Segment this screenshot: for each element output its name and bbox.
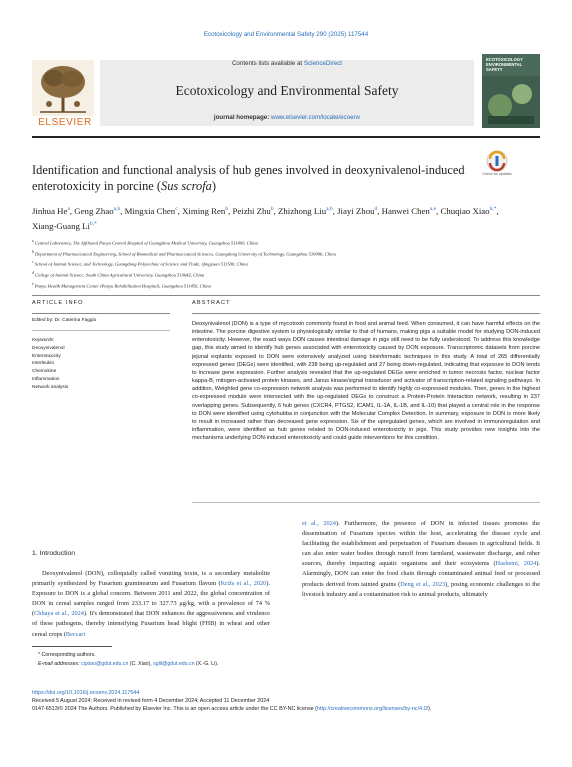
contents-available-line: Contents lists available at ScienceDirect xyxy=(231,60,343,67)
author-entry[interactable] xyxy=(74,206,120,216)
article-info-rule xyxy=(32,313,170,314)
author-name[interactable]: Xiang-Guang Li xyxy=(32,220,90,231)
reference-link[interactable]: Hashemi, 2024 xyxy=(495,560,537,568)
author-affiliation-mark: b xyxy=(270,206,274,212)
author-affiliation-mark: a,b xyxy=(326,206,333,212)
author-name[interactable]: Geng Zhao xyxy=(74,205,114,216)
author-affiliation-mark: b,* xyxy=(489,206,497,212)
email-link[interactable]: cqxiao@gdut.edu.cn xyxy=(80,660,129,667)
elsevier-wordmark: ELSEVIER xyxy=(38,117,92,128)
author-entry[interactable] xyxy=(32,206,70,216)
author-name[interactable]: Zhizhong Liu xyxy=(277,205,327,216)
keywords-heading: Keywords: xyxy=(32,338,55,343)
affiliation-text: Department of Pharmaceutical Engineering, School of Biomedical and Pharmaceutical Sciences, Guangdong University of Technology, Guangzhou 510006, China xyxy=(34,251,336,257)
journal-header xyxy=(32,54,540,134)
abstract-heading: ABSTRACT xyxy=(192,300,231,306)
keyword-item: Network analysis xyxy=(32,384,69,390)
keyword-item: Enterotoxicity xyxy=(32,353,61,359)
article-title: Identification and functional analysis of hub genes involved in deoxynivalenol-induced enterotoxicity in porcine (Sus scrofa) xyxy=(32,163,465,193)
author-entry[interactable] xyxy=(278,206,333,216)
publication-meta xyxy=(32,689,540,714)
author-affiliation-mark: b xyxy=(225,206,229,212)
reference-link[interactable]: Križs et al., 2020 xyxy=(220,580,267,588)
homepage-link[interactable]: www.elsevier.com/locate/ecoenv xyxy=(271,114,361,121)
reference-link[interactable]: Chhaya et al., 2024 xyxy=(34,610,84,618)
author-name[interactable]: Peizhi Zhu xyxy=(232,205,271,216)
author-affiliation-mark: d xyxy=(374,206,378,212)
author-name[interactable]: Jiayi Zhou xyxy=(337,205,375,216)
author-entry[interactable] xyxy=(232,206,273,216)
affiliation-mark: b xyxy=(32,249,34,254)
affiliation-rule xyxy=(32,295,540,296)
author-affiliation-mark: a,e xyxy=(429,206,437,212)
sciencedirect-link[interactable]: ScienceDirect xyxy=(303,60,343,67)
affiliation-item xyxy=(32,258,512,269)
license-link[interactable]: http://creativecommons.org/licenses/by-nc/4.0/ xyxy=(316,706,429,713)
journal-homepage-line: journal homepage: www.elsevier.com/locate/ecoenv xyxy=(213,114,361,121)
author-entry[interactable] xyxy=(382,206,436,216)
introduction-left-column: Deoxynivalenol (DON), colloquially called vomiting toxin, is a secondary metabolite primarily synthesized by Fusarium graminearum and Fusarium flavum (Križs et al., 2020). Exposure to DON is a global concern. Between 2011 and 2022, the global concentration of DON in cereal samples ranged from 233.17 to 327.73 μg/kg, with a prevalence of 74 % (Chhaya et al., 2024). It's demonstrated that DON enhances the aggressiveness and virulence of these pathogens, thereby intensifying Fusarium head blight (FHB) in wheat and other cereal crops (Beccari xyxy=(32,570,270,638)
affiliation-item xyxy=(32,237,512,248)
email-link[interactable]: sglil@gdut.edu.cn xyxy=(153,660,195,667)
introduction-heading: 1. Introduction xyxy=(32,550,76,557)
abstract-end-rule xyxy=(192,502,540,503)
author-affiliation-mark: b,* xyxy=(89,220,97,227)
footnote-rule xyxy=(32,646,112,647)
received-dates: Received 5 August 2024; Received in revised form 4 December 2024; Accepted 11 December 2024 xyxy=(32,698,270,705)
editor-line: Edited by: Dr. Caterina Faggio xyxy=(32,318,97,323)
author-list: Jinhua He$^a$, Geng Zhao$^{a,b}$, Mingxia Chen$^c$, Ximing Ren$^b$, Peizhi Zhu$^b$, Zhizhong Liu$^{a,b}$, Jiayi Zhou$^d$, Hanwei Chen$^{a,e}$, Chuqiao Xiao$^{b,*}$, Xiang-Guang $Li^{b,*}$ xyxy=(32,205,499,231)
affiliation-item xyxy=(32,248,512,259)
editor-rule xyxy=(32,330,170,331)
keyword-item: Deoxynivalenol xyxy=(32,346,65,351)
email-addresses: E-mail addresses: cqxiao@gdut.edu.cn (C. Xiao), sglil@gdut.edu.cn (X.-G. Li). xyxy=(38,660,219,667)
affiliation-list xyxy=(32,237,512,291)
author-affiliation-mark: a,b xyxy=(113,206,121,212)
author-name[interactable]: Hanwei Chen xyxy=(381,205,430,216)
journal-name: Ecotoxicology and Environmental Safety xyxy=(175,83,399,98)
author-name[interactable]: Chuqiao Xiao xyxy=(440,205,490,216)
affiliation-text: School of Animal Science, and Technology, Guangdong Polytechnic of Science and Trade, Qingyuan 511500, China xyxy=(34,262,248,267)
affiliation-text: College of Animal Science, South China Agricultural University, Guangzhou 510642, China xyxy=(34,272,205,278)
reference-link[interactable]: et al., 2024 xyxy=(302,520,336,527)
author-name[interactable]: Jinhua He xyxy=(32,205,68,216)
corresponding-author-note: * Corresponding authors. xyxy=(38,652,96,658)
keyword-item: Chemokine xyxy=(32,369,57,375)
cover-title: ECOTOXICOLOGY ENVIRONMENTAL SAFETY xyxy=(486,57,523,72)
author-affiliation-mark: a xyxy=(67,206,70,212)
reference-link[interactable]: Beccari xyxy=(65,630,86,638)
keyword-item: Interleukin xyxy=(32,361,55,367)
affiliation-mark: d xyxy=(32,271,34,276)
abstract-text: Deoxynivalenol (DON) is a type of mycotoxin commonly found in food and animal feed. When consumed, it can have harmful effects on the intestine. The porcine digestive system is physiologically similar to that of humans, making pigs a suitable model for studying DON-induced enterotoxicity. However, the exact ways DON causes intestinal damage in pigs still need to be fully understood. To address this knowledge gap, this study aimed to identify hub genes associated with enterotoxicity caused by DON exposure. Transcriptomic datasets from porcine jejunal explants exposed to DON were extensively analyzed using bioinformatic techniques in this study. A total of 265 differentially expressed genes (DEGs) were identified, with 238 being up-regulated and 27 being down-regulated, indicating that exposure to DON tends to increase gene expression. Further analysis revealed that the up-regulated DEGs were enriched in tumor necrosis factor, nuclear factor kappa-B, mitogen-activated protein kinases, and Janus kinase/signal transducer and activator of transcription-related signaling pathways. In addition, Weighted gene co-expression network analysis was performed to identify highly co-expressed modules. Then, genes in the highest co-expressed module were intersected with the up-regulated DEGs to construct a Protein-Protein Interaction network, resulting in 237 overlapping genes. Subsequently, 6 hub genes (CXCR4, PTGS2, ICAM1, IL-1A, IL-1B, and IL-10) that played a central role in the response to DON were identified using cytohubba in conjunction with the Molecular Complex Detection. In summary, exposure to DON is more likely to result in increased rather than decreased gene expression. Six of the upregulated genes, which are involved in immunoregulation and inflammation, were identified as hub genes related to DON-induced enterotoxicity in pigs. This study provides new insights into the mechanisms underlying DON-induced enterotoxicity and could guide interventions for this condition. xyxy=(192,321,540,442)
abstract-rule xyxy=(192,313,540,314)
author-entry[interactable] xyxy=(440,206,496,216)
keyword-item: Inflammation xyxy=(32,376,60,382)
affiliation-text: Central Laboratory, The Affiliated Panyu Central Hospital of Guangzhou Medical University, Guangzhou 511400, China xyxy=(34,240,258,246)
author-entry[interactable] xyxy=(182,206,228,216)
footnotes xyxy=(32,651,540,668)
doi-link[interactable]: https://doi.org/10.1016/j.ecoenv.2024.117544 xyxy=(32,690,140,696)
affiliation-mark: e xyxy=(32,281,34,286)
check-for-updates-badge[interactable] xyxy=(484,150,510,184)
author-entry[interactable] xyxy=(32,221,97,231)
affiliation-mark: c xyxy=(32,260,34,265)
affiliation-text: Panyu Health Management Center (Panyu Rehabilitation Hospital), Guangzhou 511450, China xyxy=(34,283,211,289)
introduction-right-column: et al., 2024). Furthermore, the presence of DON in infected tissues promotes the dissemination of Fusarium species within the host, accelerating the disease cycle and facilitating the establishment and perpetuation of Fusarium diseases in agricultural fields. It can also enter water bodies through runoff from farmland, wastewater discharge, and other sources, thereby impacting aquatic organisms and their ecosystems (Hashemi, 2024). Alarmingly, DON can enter the food chain through contaminated animal feed or processed products derived from tainted grains (Deng et al., 2023), posing economic challenges to the livestock industry and a contamination risk to animal products, ultimately xyxy=(302,520,541,598)
affiliation-item xyxy=(32,269,512,280)
author-name[interactable]: Mingxia Chen xyxy=(124,205,176,216)
header-rule xyxy=(32,136,540,138)
check-for-updates-icon xyxy=(484,150,510,172)
author-name[interactable]: Ximing Ren xyxy=(182,205,226,216)
journal-cover-image[interactable] xyxy=(482,54,540,128)
article-info-heading: ARTICLE INFO xyxy=(32,300,84,306)
affiliation-item xyxy=(32,280,512,291)
author-entry[interactable] xyxy=(125,206,178,216)
journal-citation[interactable]: Ecotoxicology and Environmental Safety 290 (2025) 117544 xyxy=(203,31,369,38)
license-statement: 0147-6513/© 2024 The Authors. Published by Elsevier Inc. This is an open access article under the CC BY-NC license (http://creativecommons.org/licenses/by-nc/4.0/). xyxy=(32,706,432,713)
keywords-list xyxy=(32,345,162,391)
affiliation-mark: a xyxy=(32,239,34,243)
reference-link[interactable]: Deng et al., 2023 xyxy=(400,580,446,588)
author-entry[interactable] xyxy=(337,206,377,216)
check-for-updates-label: Check for updates xyxy=(482,172,512,176)
author-affiliation-mark: c xyxy=(175,206,178,212)
